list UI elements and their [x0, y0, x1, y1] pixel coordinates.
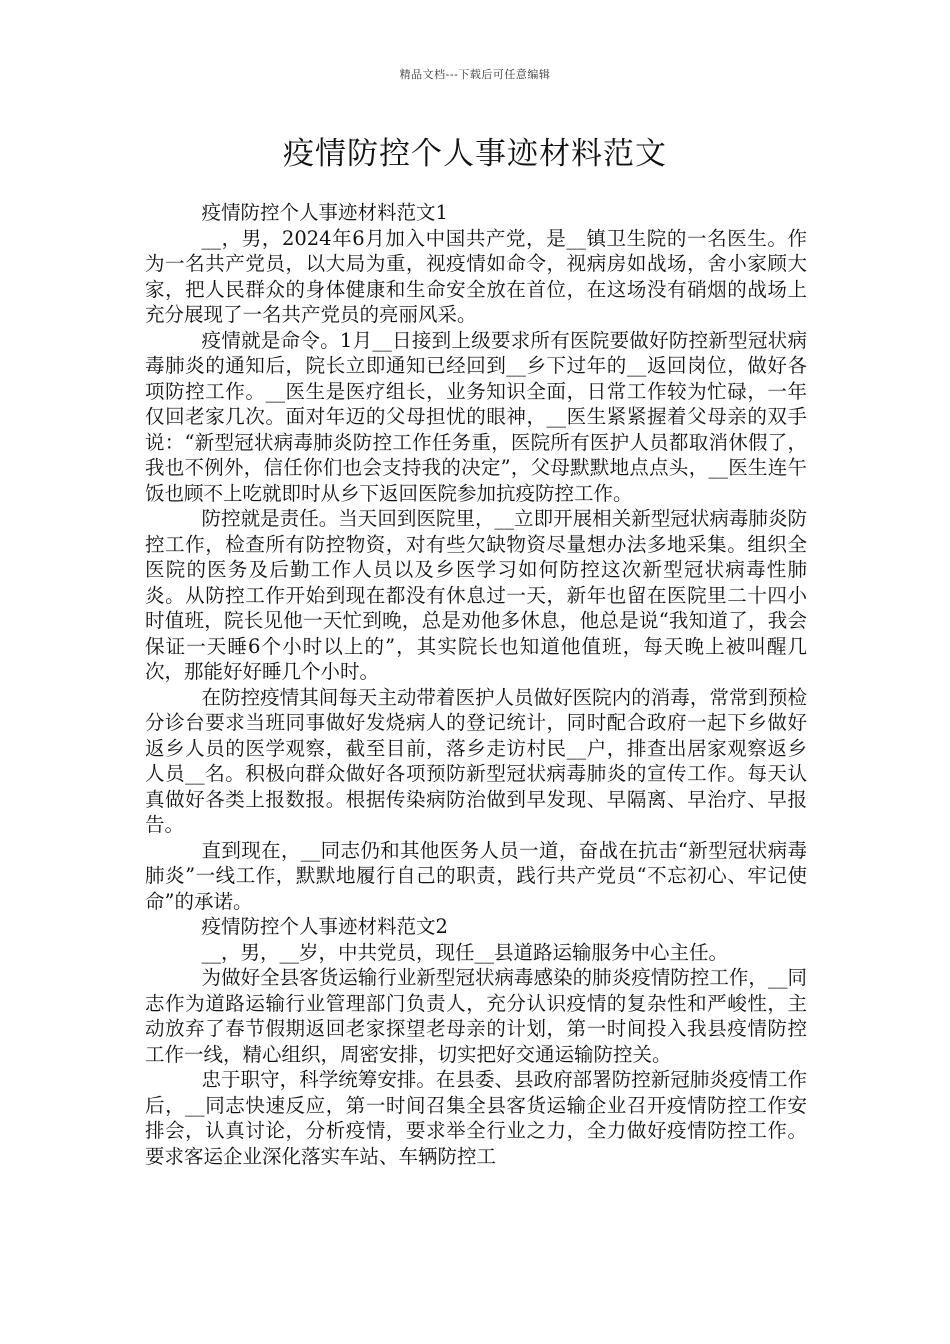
section-heading-1: 疫情防控个人事迹材料范文1: [201, 201, 448, 224]
paragraph: 直到现在，__同志仍和其他医务人员一道，奋战在抗击“新型冠状病毒肺炎”一线工作，默默地履行自己的职责，践行共产党员“不忘初心、牢记使命”的承诺。: [145, 838, 807, 913]
paragraph: 防控就是责任。当天回到医院里，__立即开展相关新型冠状病毒肺炎防控工作，检查所有防控物资，对有些欠缺物资尽量想办法多地采集。组织全医院的医务及后勤工作人员以及乡医学习如何防控这次新型冠状病毒性肺炎。从防控工作开始到现在都没有休息过一天，新年也留在医院里二十四小时值班，院长见他一天忙到晚，总是劝他多休息，他总是说“我知道了，我会保证一天睡6个小时以上的”，其实院长也知道他值班，每天晚上被叫醒几次，那能好好睡几个小时。: [145, 507, 807, 683]
section-heading-2: 疫情防控个人事迹材料范文2: [201, 915, 448, 938]
paragraph: 为做好全县客货运输行业新型冠状病毒感染的肺炎疫情防控工作，__同志作为道路运输行业管理部门负责人，充分认识疫情的复杂性和严峻性，主动放弃了春节假期返回老家探望老母亲的计划，第一时间投入我县疫情防控工作一线，精心组织，周密安排，切实把好交通运输防控关。: [145, 966, 807, 1066]
paragraph: __，男，2024年6月加入中国共产党，是__镇卫生院的一名医生。作为一名共产党员，以大局为重，视疫情如命令，视病房如战场，舍小家顾大家，把人民群众的身体健康和生命安全放在首位，在这场没有硝烟的战场上充分展现了一名共产党员的亮丽风采。: [145, 226, 807, 326]
paragraph: 在防控疫情其间每天主动带着医护人员做好医院内的消毒，常常到预检分诊台要求当班同事做好发烧病人的登记统计，同时配合政府一起下乡做好返乡人员的医学观察，截至目前，落乡走访村民__户，排查出居家观察返乡人员__名。积极向群众做好各项预防新型冠状病毒肺炎的宣传工作。每天认真做好各类上报数报。根据传染病防治做到早发现、早隔离、早治疗、早报告。: [145, 685, 807, 836]
header-note: 精品文档---下载后可任意编辑: [399, 68, 551, 81]
document-body: [145, 200, 807, 1169]
paragraph: 疫情就是命令。1月__日接到上级要求所有医院要做好防控新型冠状病毒肺炎的通知后，院长立即通知已经回到__乡下过年的__返回岗位，做好各项防控工作。__医生是医疗组长，业务知识全面，日常工作较为忙碌，一年仅回老家几次。面对年迈的父母担忧的眼神，__医生紧紧握着父母亲的双手说：“新型冠状病毒肺炎防控工作任务重，医院所有医护人员都取消休假了，我也不例外，信任你们也会支持我的决定”，父母默默地点点头，__医生连午饭也顾不上吃就即时从乡下返回医院参加抗疫防控工作。: [145, 328, 807, 505]
paragraph: __，男，__岁，中共党员，现任__县道路运输服务中心主任。: [201, 940, 729, 964]
paragraph: 忠于职守，科学统筹安排。在县委、县政府部署防控新冠肺炎疫情工作后，__同志快速反应，第一时间召集全县客货运输企业召开疫情防控工作安排会，认真讨论，分析疫情，要求举全行业之力，全力做好疫情防控工作。要求客运企业深化落实车站、车辆防控工: [145, 1068, 807, 1168]
document-title: 疫情防控个人事迹材料范文: [283, 136, 667, 172]
